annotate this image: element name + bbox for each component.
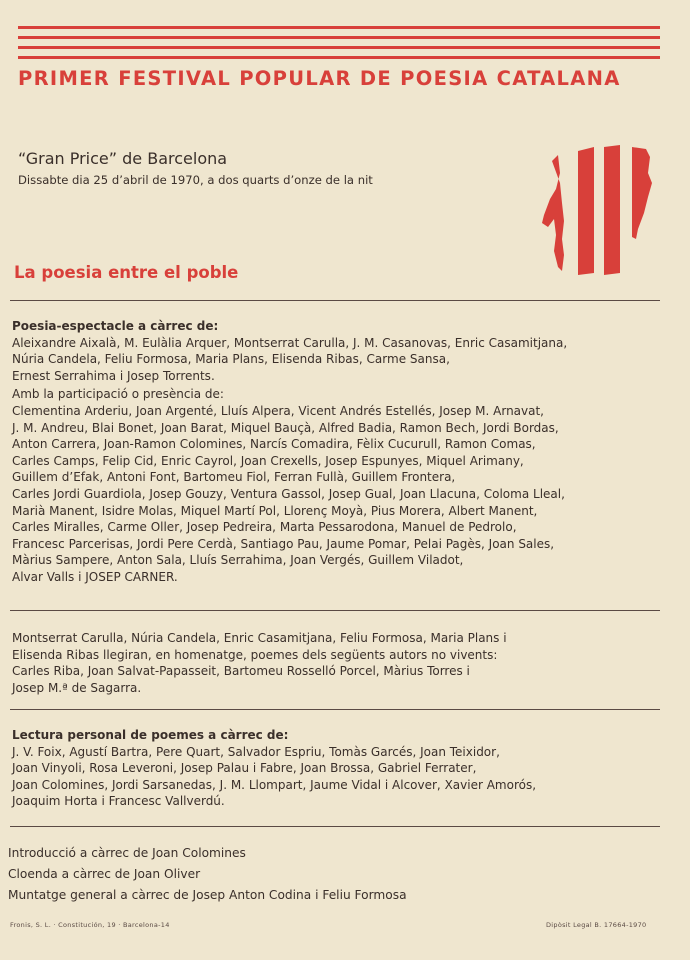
- section-subheading: Amb la participació o presència de:: [12, 387, 224, 402]
- text-line: Anton Carrera, Joan-Ramon Colomines, Narcís Comadira, Fèlix Cucurull, Ramon Comas,: [12, 437, 536, 452]
- section-poesia-espectacle: [12, 318, 567, 586]
- legal-deposit: Dipòsit Legal B. 17664-1970: [546, 921, 647, 929]
- text-line: Alvar Valls i JOSEP CARNER.: [12, 569, 178, 584]
- text-line: Joan Vinyoli, Rosa Leveroni, Josep Palau i Fabre, Joan Brossa, Gabriel Ferrater,: [12, 761, 477, 776]
- text-line: Carles Camps, Felip Cid, Enric Cayrol, Joan Crexells, Josep Espunyes, Miquel Arimany,: [12, 453, 524, 468]
- section-lectura-personal: [12, 727, 536, 810]
- credit-line: Cloenda a càrrec de Joan Oliver: [8, 867, 201, 881]
- text-line: Núria Candela, Feliu Formosa, Maria Plans, Elisenda Ribas, Carme Sansa,: [12, 352, 450, 367]
- text-line: Clementina Arderiu, Joan Argenté, Lluís Alpera, Vicent Andrés Estellés, Josep M. Arnavat,: [12, 403, 544, 418]
- divider-4: [10, 826, 660, 827]
- text-line: Aleixandre Aixalà, M. Eulàlia Arquer, Montserrat Carulla, J. M. Casanovas, Enric Casamitjana,: [12, 335, 568, 350]
- closing-credits: [8, 843, 407, 906]
- festival-title: PRIMER FESTIVAL POPULAR DE POESIA CATALANA: [18, 67, 621, 90]
- text-line: Joaquim Horta i Francesc Vallverdú.: [12, 794, 225, 809]
- section-heading: Poesia-espectacle a càrrec de:: [12, 319, 219, 333]
- divider-1: [10, 300, 660, 301]
- section-heading: Lectura personal de poemes a càrrec de:: [12, 728, 289, 742]
- top-rule-3: [18, 46, 660, 49]
- text-line: Ernest Serrahima i Josep Torrents.: [12, 368, 215, 383]
- text-line: Carles Jordi Guardiola, Josep Gouzy, Ventura Gassol, Josep Gual, Joan Llacuna, Coloma Lleal,: [12, 486, 565, 501]
- text-line: J. V. Foix, Agustí Bartra, Pere Quart, Salvador Espriu, Tomàs Garcés, Joan Teixidor,: [12, 744, 500, 759]
- text-line: Carles Riba, Joan Salvat-Papasseit, Bartomeu Rosselló Porcel, Màrius Torres i: [12, 664, 470, 679]
- text-line: J. M. Andreu, Blai Bonet, Joan Barat, Miquel Bauçà, Alfred Badia, Ramon Bech, Jordi Bordas,: [12, 420, 559, 435]
- top-rule-1: [18, 26, 660, 29]
- text-line: Marià Manent, Isidre Molas, Miquel Martí Pol, Llorenç Moyà, Pius Morera, Albert Manent,: [12, 503, 538, 518]
- text-line: Montserrat Carulla, Núria Candela, Enric Casamitjana, Feliu Formosa, Maria Plans i: [12, 631, 507, 645]
- printer-imprint: Fronis, S. L. · Constitución, 19 · Barcelona-14: [10, 921, 170, 929]
- text-line: Josep M.ª de Sagarra.: [12, 680, 142, 695]
- divider-2: [10, 610, 660, 611]
- text-line: Elisenda Ribas llegiran, en homenatge, poemes dels següents autors no vivents:: [12, 647, 498, 662]
- venue-text: “Gran Price” de Barcelona: [18, 149, 228, 168]
- credit-line: Muntatge general a càrrec de Josep Anton Codina i Feliu Formosa: [8, 888, 407, 902]
- text-line: Francesc Parcerisas, Jordi Pere Cerdà, Santiago Pau, Jaume Pomar, Pelai Pagès, Joan Sales,: [12, 536, 555, 551]
- divider-3: [10, 709, 660, 710]
- text-line: Guillem d’Efak, Antoni Font, Bartomeu Fiol, Ferran Fullà, Guillem Frontera,: [12, 470, 456, 485]
- text-line: Carles Miralles, Carme Oller, Josep Pedreira, Marta Pessarodona, Manuel de Pedrolo,: [12, 520, 517, 535]
- text-line: Màrius Sampere, Anton Sala, Lluís Serrahima, Joan Vergés, Guillem Viladot,: [12, 553, 464, 568]
- subtitle-text: La poesia entre el poble: [14, 263, 239, 282]
- credit-line: Introducció a càrrec de Joan Colomines: [8, 846, 246, 860]
- date-text: Dissabte dia 25 d’abril de 1970, a dos quarts d’onze de la nit: [18, 173, 373, 187]
- catalan-flag-map-icon: [538, 143, 660, 279]
- text-line: Joan Colomines, Jordi Sarsanedas, J. M. Llompart, Jaume Vidal i Alcover, Xavier Amorós,: [12, 777, 537, 792]
- top-rule-2: [18, 36, 660, 39]
- top-rule-4: [18, 56, 660, 59]
- section-homenatge: [12, 630, 507, 696]
